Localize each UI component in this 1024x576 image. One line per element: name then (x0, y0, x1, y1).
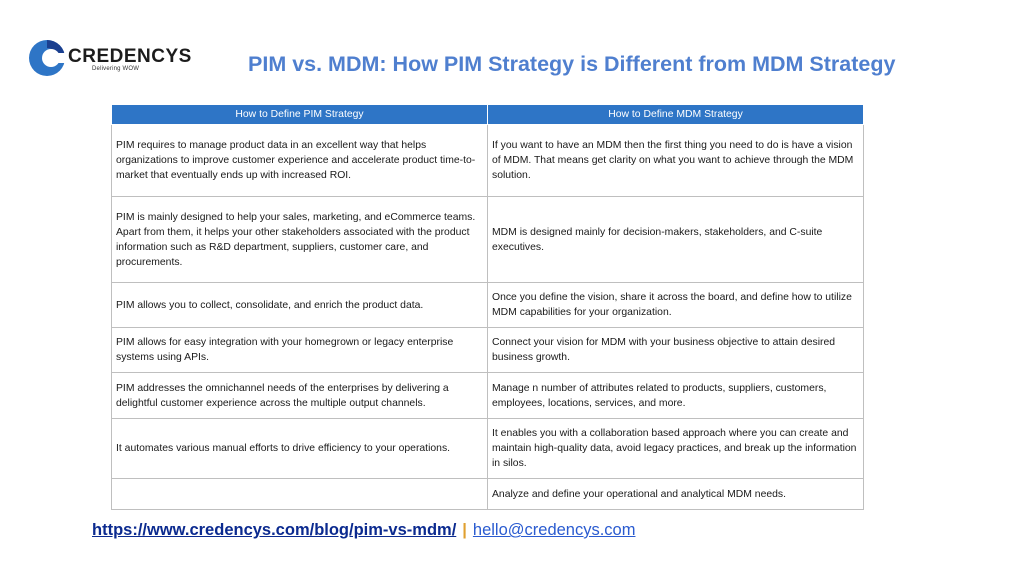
logo-tagline: Delivering WOW (92, 66, 140, 72)
mdm-cell: It enables you with a collaboration based approach where you can create and maintain high-quality data, avoid legacy practices, and break up the information in silos. (488, 419, 864, 479)
credencys-logo-mark-icon (26, 36, 70, 80)
mdm-cell: If you want to have an MDM then the first thing you need to do is have a vision of MDM. That means get clarity on what you want to achieve through the MDM solution. (488, 125, 864, 197)
table-row (112, 328, 864, 373)
blog-url-link[interactable]: https://www.credencys.com/blog/pim-vs-mdm/ (92, 521, 457, 539)
credencys-logo (26, 36, 192, 80)
comparison-table (111, 104, 864, 510)
header-pim-strategy: How to Define PIM Strategy (112, 105, 488, 125)
table-header-row (112, 105, 864, 125)
pim-cell (112, 479, 488, 510)
footer-separator: | (462, 521, 467, 539)
header-mdm-strategy: How to Define MDM Strategy (488, 105, 864, 125)
pim-cell: PIM requires to manage product data in an excellent way that helps organizations to improve customer experience and accelerate product time-to-market that eventually ends up with increased ROI. (112, 125, 488, 197)
mdm-cell: Manage n number of attributes related to products, suppliers, customers, employees, locations, services, and more. (488, 373, 864, 419)
logo-name: CREDENCYS (68, 46, 192, 67)
pim-cell: PIM addresses the omnichannel needs of the enterprises by delivering a delightful customer experience across the multiple output channels. (112, 373, 488, 419)
pim-cell: PIM allows for easy integration with your homegrown or legacy enterprise systems using APIs. (112, 328, 488, 373)
mdm-cell: Analyze and define your operational and analytical MDM needs. (488, 479, 864, 510)
mdm-cell: Once you define the vision, share it across the board, and define how to utilize MDM capabilities for your organization. (488, 283, 864, 328)
pim-cell: PIM allows you to collect, consolidate, and enrich the product data. (112, 283, 488, 328)
mdm-cell: Connect your vision for MDM with your business objective to attain desired business growth. (488, 328, 864, 373)
table-row (112, 479, 864, 510)
table-row (112, 373, 864, 419)
pim-cell: It automates various manual efforts to drive efficiency to your operations. (112, 419, 488, 479)
page-title: PIM vs. MDM: How PIM Strategy is Different from MDM Strategy (248, 52, 896, 76)
footer (92, 521, 635, 540)
table-row (112, 197, 864, 283)
email-link[interactable]: hello@credencys.com (472, 521, 636, 539)
table-row (112, 419, 864, 479)
mdm-cell: MDM is designed mainly for decision-makers, stakeholders, and C-suite executives. (488, 197, 864, 283)
table-row (112, 283, 864, 328)
pim-cell: PIM is mainly designed to help your sales, marketing, and eCommerce teams. Apart from them, it helps your other stakeholders associated with the product information such as R&D department, suppliers, customer care, and procurements. (112, 197, 488, 283)
table-row (112, 125, 864, 197)
